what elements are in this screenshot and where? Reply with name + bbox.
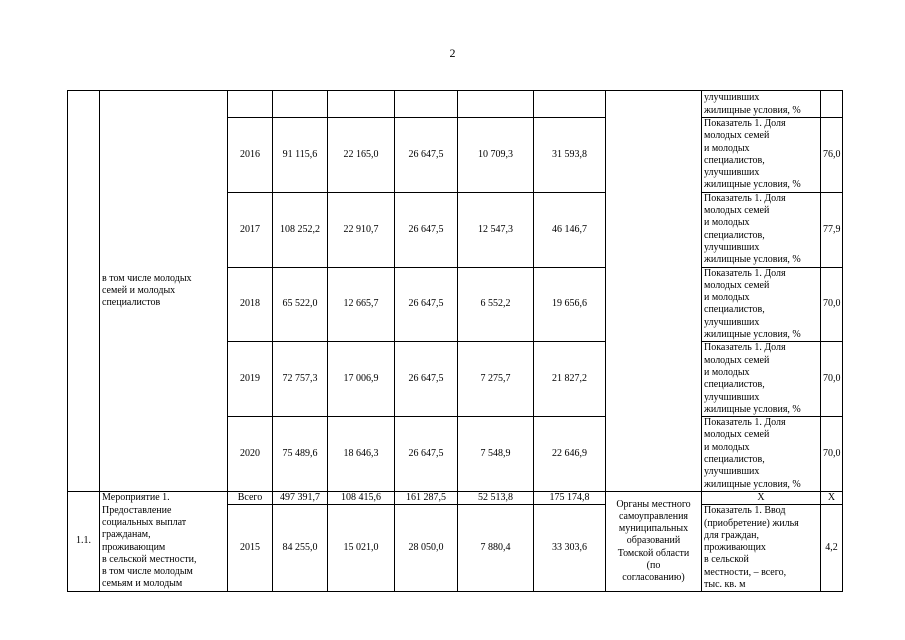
total-cell: 72 757,3 — [273, 342, 328, 417]
value-cell: 12 547,3 — [458, 192, 534, 267]
indicator-value-cell: 70,0 — [821, 342, 843, 417]
year-cell: 2018 — [228, 267, 273, 342]
value-cell: 7 275,7 — [458, 342, 534, 417]
value-cell: 26 647,5 — [395, 417, 458, 492]
value-cell: 22 165,0 — [328, 118, 395, 193]
year-cell: 2017 — [228, 192, 273, 267]
page-number: 2 — [449, 46, 456, 60]
value-cell: 6 552,2 — [458, 267, 534, 342]
year-cell: 2015 — [228, 505, 273, 592]
indicator-cell: Показатель 1. Доля молодых семей и молодых специалистов, улучшивших жилищные условия, % — [702, 342, 821, 417]
value-cell: 26 647,5 — [395, 118, 458, 193]
program-table — [67, 90, 843, 592]
total-cell: 91 115,6 — [273, 118, 328, 193]
value-cell: 26 647,5 — [395, 192, 458, 267]
indicator-cell: Показатель 1. Доля молодых семей и молодых специалистов, улучшивших жилищные условия, % — [702, 417, 821, 492]
table-row — [68, 91, 843, 118]
value-cell: 19 656,6 — [534, 267, 606, 342]
year-cell: 2019 — [228, 342, 273, 417]
year-cell: Всего — [228, 491, 273, 504]
total-cell: 84 255,0 — [273, 505, 328, 592]
value-cell: 26 647,5 — [395, 267, 458, 342]
value-cell: 17 006,9 — [328, 342, 395, 417]
value-cell: 52 513,8 — [458, 491, 534, 504]
indicator-value-cell: Х — [821, 491, 843, 504]
value-cell: 21 827,2 — [534, 342, 606, 417]
number-cell — [68, 91, 100, 492]
value-cell: 7 548,9 — [458, 417, 534, 492]
value-cell: 10 709,3 — [458, 118, 534, 193]
measure-title-cell: Мероприятие 1. Предоставление социальных выплат гражданам, проживающим в сельской местности, в том числе молодым семьям и молодым — [100, 491, 228, 591]
total-cell: 65 522,0 — [273, 267, 328, 342]
value-cell: 22 910,7 — [328, 192, 395, 267]
value-cell: 7 880,4 — [458, 505, 534, 592]
value-cell: 108 415,6 — [328, 491, 395, 504]
value-cell: 22 646,9 — [534, 417, 606, 492]
year-cell: 2020 — [228, 417, 273, 492]
indicator-value-cell: 70,0 — [821, 267, 843, 342]
indicator-cell: Показатель 1. Доля молодых семей и молодых специалистов, улучшивших жилищные условия, % — [702, 118, 821, 193]
indicator-cell: Х — [702, 491, 821, 504]
value-cell: 31 593,8 — [534, 118, 606, 193]
value-cell: 28 050,0 — [395, 505, 458, 592]
indicator-value-cell: 4,2 — [821, 505, 843, 592]
value-cell: 26 647,5 — [395, 342, 458, 417]
value-cell: 46 146,7 — [534, 192, 606, 267]
total-cell: 497 391,7 — [273, 491, 328, 504]
value-cell: 15 021,0 — [328, 505, 395, 592]
indicator-value-cell: 77,9 — [821, 192, 843, 267]
measure-number: 1.1. — [68, 491, 100, 591]
indicator-cell: Показатель 1. Доля молодых семей и молодых специалистов, улучшивших жилищные условия, % — [702, 267, 821, 342]
indicator-value-cell: 76,0 — [821, 118, 843, 193]
value-cell: 33 303,6 — [534, 505, 606, 592]
indicator-value-cell: 70,0 — [821, 417, 843, 492]
value-cell: 12 665,7 — [328, 267, 395, 342]
value-cell: 161 287,5 — [395, 491, 458, 504]
value-cell: 18 646,3 — [328, 417, 395, 492]
measure-title-cell: в том числе молодых семей и молодых специалистов — [100, 91, 228, 492]
indicator-cell: Показатель 1. Доля молодых семей и молодых специалистов, улучшивших жилищные условия, % — [702, 192, 821, 267]
year-cell: 2016 — [228, 118, 273, 193]
value-cell: 175 174,8 — [534, 491, 606, 504]
executor-cell: Органы местного самоуправления муниципальных образований Томской области (по согласованию) — [606, 491, 702, 591]
indicator-cell: улучшивших жилищные условия, % — [702, 91, 821, 118]
table-row — [68, 491, 843, 504]
executor-cell — [606, 91, 702, 492]
total-cell: 108 252,2 — [273, 192, 328, 267]
indicator-cell: Показатель 1. Ввод (приобретение) жилья для граждан, проживающих в сельской местности, – всего, тыс. кв. м — [702, 505, 821, 592]
total-cell: 75 489,6 — [273, 417, 328, 492]
